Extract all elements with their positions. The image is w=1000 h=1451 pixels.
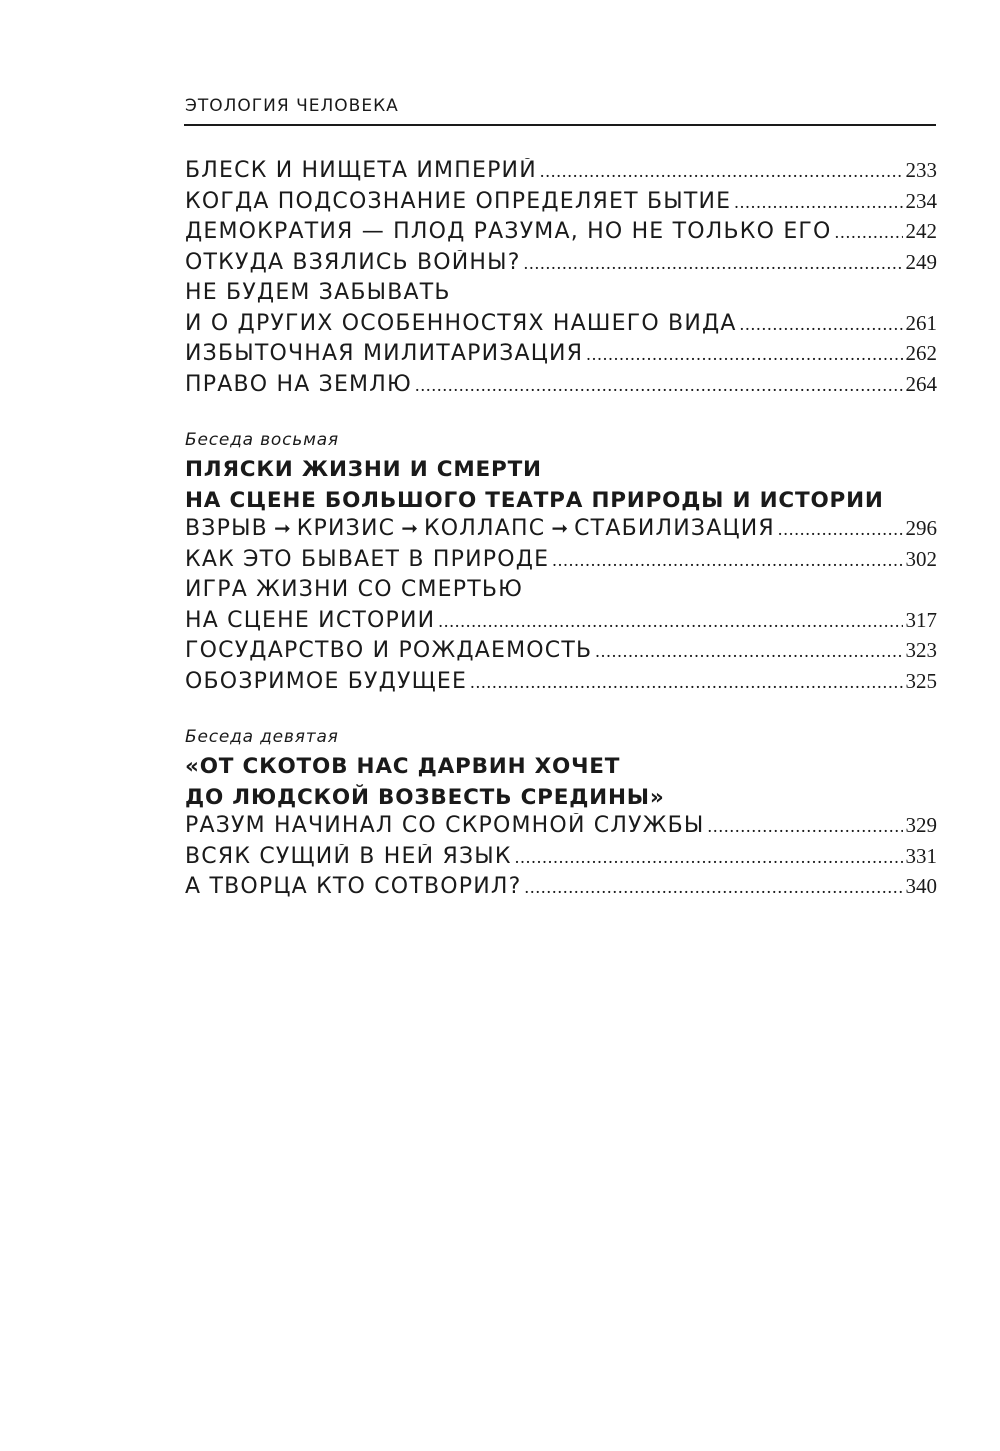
toc-entry-title: БЛЕСК И НИЩЕТА ИМПЕРИЙ [185, 158, 537, 183]
dot-leader [540, 161, 903, 182]
toc-entry-first-line[interactable] [185, 280, 937, 311]
arrow-right-icon: ➞ [401, 516, 418, 540]
toc-entry[interactable] [185, 547, 937, 578]
dot-leader [740, 314, 903, 335]
dot-leader [835, 222, 903, 243]
toc-entry-title: НА СЦЕНЕ ИСТОРИИ [185, 607, 436, 633]
toc-entry[interactable] [185, 844, 937, 875]
toc-entry-page: 340 [905, 874, 937, 898]
toc-entry-title: ИГРА ЖИЗНИ СО СМЕРТЬЮ [185, 577, 524, 602]
toc-entry[interactable] [185, 311, 937, 342]
dot-leader [708, 816, 903, 837]
section-label: Беседа восьмая [185, 430, 339, 450]
toc-entry-title: ПРАВО НА ЗЕМЛЮ [185, 371, 412, 397]
chain-part: ВЗРЫВ [185, 516, 268, 541]
toc-entry[interactable] [185, 158, 937, 189]
toc-entry-page: 323 [905, 638, 937, 662]
toc-entry-page: 264 [905, 371, 937, 396]
toc-entry-title: КОГДА ПОДСОЗНАНИЕ ОПРЕДЕЛЯЕТ БЫТИЕ [185, 188, 732, 214]
toc-entry-title: А ТВОРЦА КТО СОТВОРИЛ? [185, 874, 522, 899]
chain-part: КОЛЛАПС [423, 516, 546, 541]
toc-entry-title: НЕ БУДЕМ ЗАБЫВАТЬ [185, 280, 451, 305]
toc-entry-title: ДЕМОКРАТИЯ — ПЛОД РАЗУМА, НО НЕ ТОЛЬКО ЕГО [185, 219, 832, 244]
dot-leader [778, 519, 903, 540]
header-rule [184, 124, 936, 126]
toc-entry[interactable] [185, 608, 937, 639]
toc-entry-title: ГОСУДАРСТВО И РОЖДАЕМОСТЬ [185, 638, 593, 663]
toc-entry-first-line[interactable] [185, 577, 937, 608]
toc-entry-page: 302 [905, 546, 937, 571]
section-title[interactable]: «ОТ СКОТОВ НАС ДАРВИН ХОЧЕТ [185, 754, 621, 779]
toc-entry-title: ВСЯК СУЩИЙ В НЕЙ ЯЗЫК [185, 843, 512, 869]
dot-leader [470, 672, 902, 693]
toc-entry-title: ИЗБЫТОЧНАЯ МИЛИТАРИЗАЦИЯ [185, 341, 584, 366]
running-head: ЭТОЛОГИЯ ЧЕЛОВЕКА [185, 96, 399, 116]
toc-entry[interactable] [185, 669, 937, 700]
chain-part: СТАБИЛИЗАЦИЯ [574, 516, 775, 541]
toc-entry-page: 234 [905, 188, 937, 213]
toc-entry[interactable] [185, 189, 937, 220]
dot-leader [525, 877, 903, 898]
dot-leader [515, 847, 903, 868]
section-title[interactable]: ДО ЛЮДСКОЙ ВОЗВЕСТЬ СРЕДИНЫ» [185, 785, 665, 810]
dot-leader [524, 253, 903, 274]
chain-part: КРИЗИС [296, 516, 396, 541]
toc-entry-title: ОБОЗРИМОЕ БУДУЩЕЕ [185, 668, 468, 694]
toc-entry[interactable] [185, 813, 937, 844]
dot-leader [415, 375, 903, 396]
toc-entry[interactable] [185, 341, 937, 372]
toc-entry[interactable] [185, 638, 937, 669]
toc-entry-page: 329 [905, 813, 937, 837]
toc-entry-page: 242 [905, 219, 937, 243]
toc-entry[interactable] [185, 372, 937, 403]
toc-entry-title: КАК ЭТО БЫВАЕТ В ПРИРОДЕ [185, 546, 550, 572]
dot-leader [438, 611, 902, 632]
dot-leader [586, 344, 902, 365]
toc-entry-page: 262 [905, 341, 937, 365]
toc-entry-page: 261 [905, 310, 937, 335]
toc-entry-page: 325 [905, 668, 937, 693]
toc-entry[interactable] [185, 219, 937, 250]
toc-entry-page: 296 [905, 516, 937, 540]
section-label: Беседа девятая [185, 727, 339, 747]
toc-entry-title: ОТКУДА ВЗЯЛИСЬ ВОЙНЫ? [185, 249, 521, 275]
toc-entry-page: 317 [905, 607, 937, 632]
section-title[interactable]: ПЛЯСКИ ЖИЗНИ И СМЕРТИ [185, 457, 542, 482]
table-of-contents [185, 158, 937, 905]
section-title[interactable]: НА СЦЕНЕ БОЛЬШОГО ТЕАТРА ПРИРОДЫ И ИСТОРИИ [185, 488, 884, 513]
arrow-right-icon: ➞ [273, 516, 291, 540]
toc-entry-title [185, 516, 775, 541]
toc-entry-page: 233 [905, 158, 937, 182]
toc-entry[interactable] [185, 874, 937, 905]
arrow-right-icon: ➞ [551, 516, 569, 540]
toc-entry-title: РАЗУМ НАЧИНАЛ СО СКРОМНОЙ СЛУЖБЫ [185, 813, 705, 838]
toc-entry-page: 331 [905, 843, 937, 868]
dot-leader [734, 192, 902, 213]
dot-leader [552, 550, 902, 571]
dot-leader [595, 641, 902, 662]
toc-entry[interactable] [185, 250, 937, 281]
toc-entry-page: 249 [905, 249, 937, 274]
toc-entry-chain[interactable] [185, 516, 937, 547]
toc-entry-title: И О ДРУГИХ ОСОБЕННОСТЯХ НАШЕГО ВИДА [185, 310, 737, 336]
